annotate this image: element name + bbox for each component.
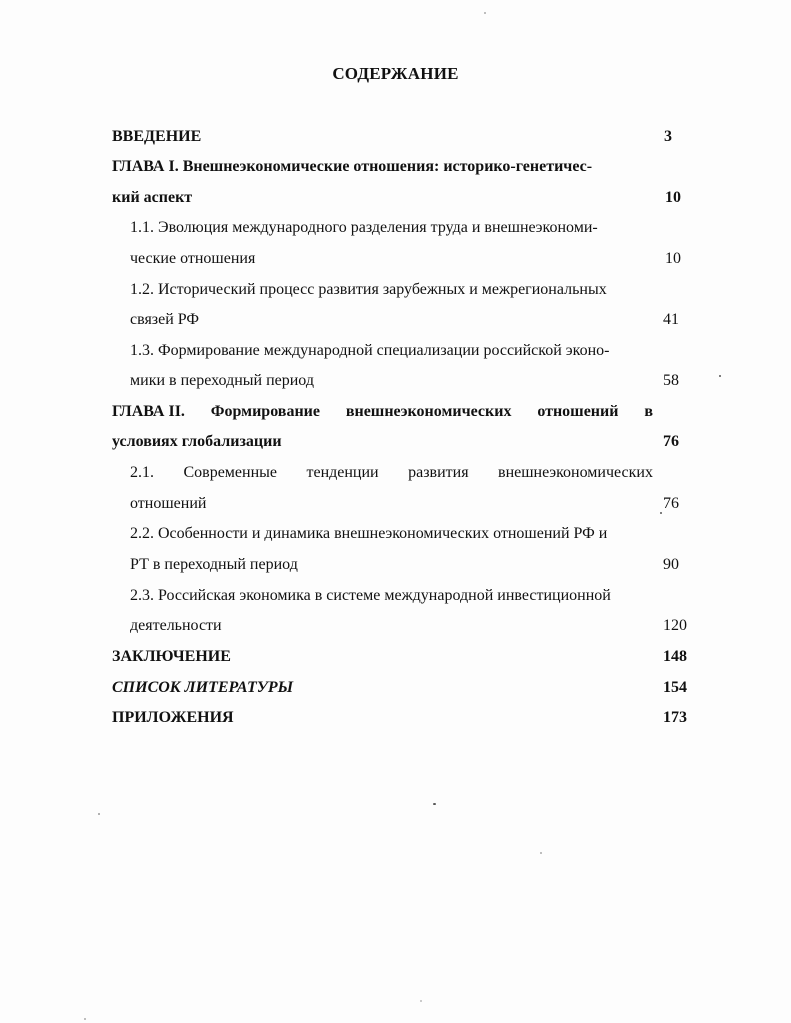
toc-chapter2-word: отношений (537, 403, 619, 420)
toc-chapter2-word: в (644, 403, 653, 420)
scan-speck (719, 375, 721, 377)
scan-speck (98, 813, 100, 815)
toc-appendix-page: 173 (663, 709, 687, 726)
page-title: СОДЕРЖАНИЕ (332, 64, 459, 83)
toc-chapter1-line2: кий аспект (112, 189, 193, 206)
toc-section-2-1-word: внешнеэкономических (498, 464, 653, 481)
toc-section-1-2-line2: связей РФ (130, 311, 200, 328)
toc-section-1-1-line1: 1.1. Эволюция международного разделения труда и внешнеэкономи- (130, 219, 598, 236)
toc-intro-label: ВВЕДЕНИЕ (112, 128, 202, 145)
scan-speck (660, 512, 662, 514)
toc-appendix-label: ПРИЛОЖЕНИЯ (112, 709, 234, 726)
toc-section-2-2-line1: 2.2. Особенности и динамика внешнеэкономических отношений РФ и (130, 525, 608, 542)
toc-chapter2-word: ГЛАВА II. (112, 403, 185, 420)
toc-section-2-2-line2: РТ в переходный период (130, 556, 298, 573)
toc-section-2-3-line2: деятельности (130, 617, 222, 634)
toc-section-2-1-page: 76 (663, 495, 679, 512)
toc-chapter2-line1 (112, 402, 653, 422)
toc-section-1-3-line2: мики в переходный период (130, 372, 314, 389)
toc-chapter1-line1: ГЛАВА I. Внешнеэкономические отношения: историко-генетичес- (112, 158, 593, 175)
scan-speck (484, 12, 486, 14)
toc-chapter2-word: внешнеэкономических (345, 403, 512, 420)
toc-section-1-1-line2: ческие отношения (130, 250, 256, 267)
toc-conclusion-label: ЗАКЛЮЧЕНИЕ (112, 648, 231, 665)
toc-section-2-3-page: 120 (663, 617, 687, 634)
scan-speck (433, 803, 436, 805)
toc-chapter2-word: Формирование (210, 403, 320, 420)
toc-section-2-1-word: Современные (183, 464, 277, 481)
toc-section-2-3-line1: 2.3. Российская экономика в системе международной инвестиционной (130, 587, 611, 604)
toc-section-1-3-page: 58 (663, 372, 679, 389)
toc-section-2-1-word: тенденции (306, 464, 379, 481)
toc-section-2-1-word: развития (408, 464, 469, 481)
scan-speck (420, 1000, 422, 1002)
toc-section-1-1-page: 10 (665, 250, 681, 267)
toc-section-2-2-page: 90 (663, 556, 679, 573)
scan-speck (84, 1018, 86, 1020)
toc-section-1-3-line1: 1.3. Формирование международной специализации российской эконо- (130, 342, 610, 359)
toc-chapter1-page: 10 (665, 189, 681, 206)
toc-section-1-2-line1: 1.2. Исторический процесс развития зарубежных и межрегиональных (130, 281, 607, 298)
toc-literature-label: СПИСОК ЛИТЕРАТУРЫ (112, 679, 294, 696)
toc-intro-page: 3 (664, 128, 672, 145)
toc-section-2-1-line2: отношений (130, 495, 207, 512)
toc-section-2-1-line1 (130, 463, 653, 483)
toc-chapter2-page: 76 (663, 433, 679, 450)
toc-chapter2-line2: условиях глобализации (112, 433, 282, 450)
toc-conclusion-page: 148 (663, 648, 687, 665)
toc-section-1-2-page: 41 (663, 311, 679, 328)
toc-section-2-1-word: 2.1. (130, 464, 154, 481)
scan-speck (540, 852, 542, 854)
toc-literature-page: 154 (663, 679, 687, 696)
